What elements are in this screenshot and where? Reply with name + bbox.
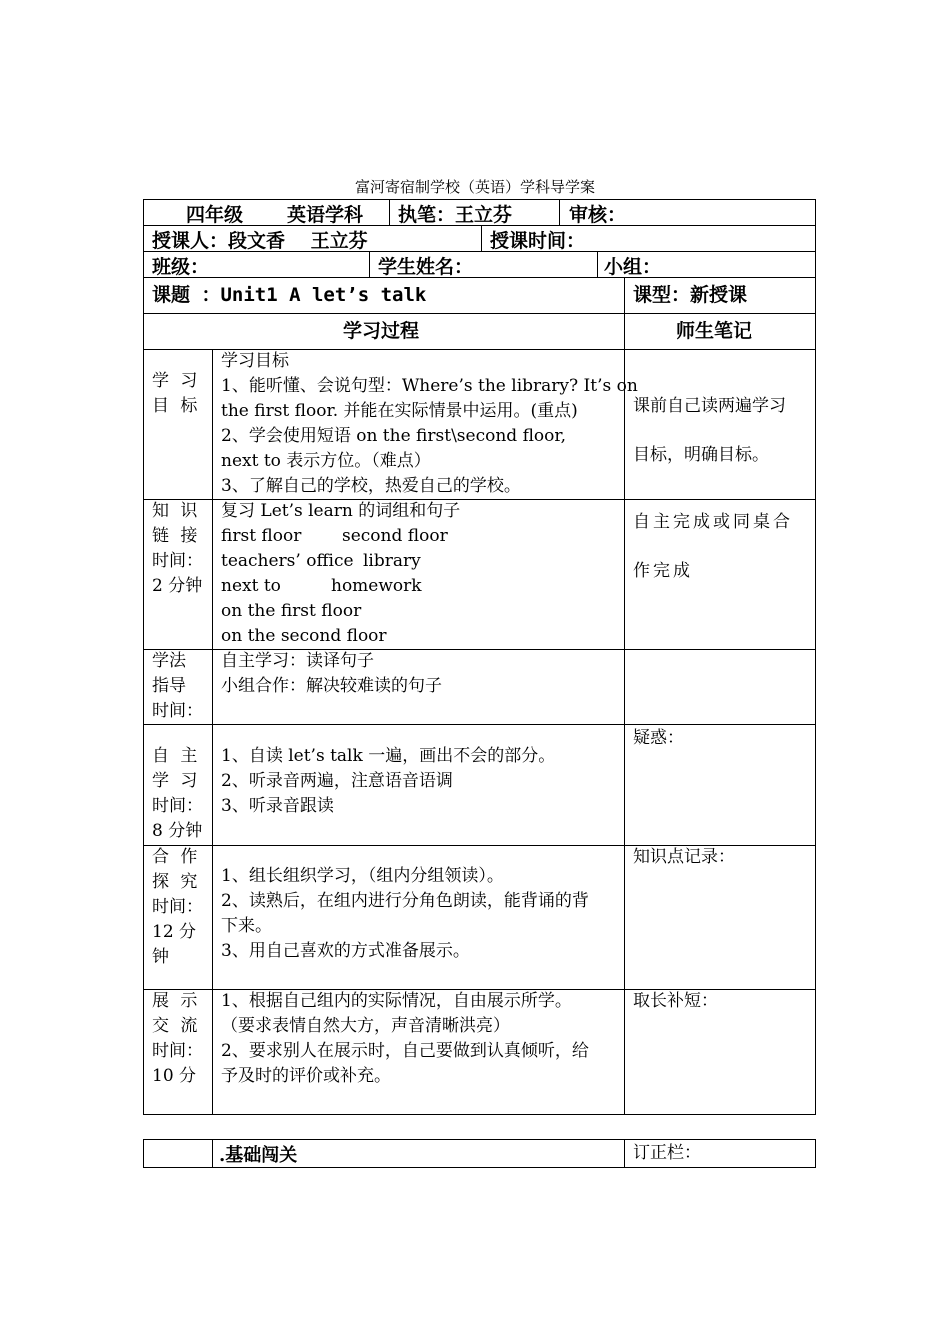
basic-challenge-label: .基础闯关 [219,1145,298,1166]
student-name-label: 学生姓名： [378,256,474,278]
content-line: on the second floor [221,626,387,646]
term-right: second floor [342,526,448,546]
term [221,551,421,571]
writer-label: 执笔：王立芬 [398,204,513,226]
note-line: 课前自己读两遍学习 [633,396,786,416]
content-line: 1、根据自己组内的实际情况，自由展示所学。 [221,991,572,1011]
content-line: 3、了解自己的学校，热爱自己的学校。 [221,476,521,496]
content-line: 2、听录音两遍，注意语音语调 [221,771,453,791]
row-label-line: 8 分钟 [152,821,203,841]
note-line: 目标，明确目标。 [633,445,769,465]
content-line: next to 表示方位。（难点） [221,451,431,471]
content-line: 2、要求别人在展示时，自己要做到认真倾听，给 [221,1041,589,1061]
row-label-line: 时间： [152,897,203,917]
note-line: 知识点记录： [633,847,735,867]
row-divider [143,724,816,725]
row-label-line: 目 标 [152,396,201,416]
content-line: 2、学会使用短语 on the first\second floor, [221,426,567,446]
content-line: the first floor. 并能在实际情景中运用。(重点) [221,401,578,421]
content-line: 2、读熟后，在组内进行分角色朗读，能背诵的背 [221,891,589,911]
col-divider [481,225,482,251]
col-divider [369,251,370,277]
content-line: 自主学习：读译句子 [221,651,374,671]
row-label-line: 合 作 [152,847,201,867]
term-left: first floor [221,526,302,546]
row-label-line: 时间： [152,551,203,571]
row-label-line: 链 接 [152,526,201,546]
content-line [221,524,448,549]
content-line: 3、听录音跟读 [221,796,334,816]
content-line: 下来。 [221,916,272,936]
document-title: 富河寄宿制学校（英语）学科导学案 [354,178,595,196]
group-label: 小组： [604,256,662,278]
col-divider [212,1139,213,1168]
content-line [221,574,422,599]
lesson-time-label: 授课时间： [490,230,586,252]
content-line: on the first floor [221,601,362,621]
row-label-line: 探 究 [152,872,201,892]
row-label-line: 学法 [152,651,186,671]
note-line: 取长补短： [633,991,718,1011]
note-line: 疑惑： [633,728,684,748]
content-line: 予及时的评价或补充。 [221,1066,391,1086]
row-label-line: 时间： [152,796,203,816]
term-right: library [363,551,421,571]
term-right: homework [331,576,422,596]
col-divider [597,251,598,277]
row-label-line: 指导 [152,676,186,696]
term-left: next to [221,576,281,596]
row-label-line: 10 分 [152,1066,197,1086]
col-divider [624,277,625,1115]
row-label-line: 钟 [152,947,169,967]
correction-label: 订正栏： [633,1143,701,1163]
row-label-line: 知 识 [152,501,201,521]
lesson-type: 课型：新授课 [633,284,748,306]
content-line: （要求表情自然大方，声音清晰洪亮） [221,1016,510,1036]
teachers-label: 授课人：段文香 王立芬 [152,230,368,252]
content-line: 3、用自己喜欢的方式准备展示。 [221,941,470,961]
term [221,576,422,596]
row-label-line: 时间： [152,1041,203,1061]
term-left: teachers’ office [221,551,354,571]
subject-label: 英语学科 [287,204,364,226]
col-divider [212,349,213,1115]
row-label-line: 自 主 [152,746,201,766]
content-line: 复习 Let’s learn 的词组和句子 [221,501,461,521]
content-line: 学习目标 [221,351,289,371]
term [221,526,448,546]
content-line: 小组合作：解决较难读的句子 [221,676,442,696]
content-line: 1、自读 let’s talk 一遍，画出不会的部分。 [221,746,556,766]
content-line: 1、组长组织学习，（组内分组领读）。 [221,866,504,886]
content-line: 1、能听懂、会说句型：Where’s the library? It’s on [221,376,638,396]
class-label: 班级： [152,256,210,278]
row-label-line: 展 示 [152,991,201,1011]
col-divider [624,1139,625,1168]
reviewer-label: 审核： [569,204,627,226]
row-divider [143,277,816,278]
process-header: 学习过程 [343,320,420,342]
grade-label: 四年级 [186,204,244,226]
col-divider [389,199,390,225]
note-line: 作完成 [633,561,693,581]
content-line [221,549,421,574]
row-label-line: 12 分 [152,922,197,942]
row-label-line: 时间： [152,701,203,721]
row-label-line: 学 习 [152,371,201,391]
row-divider [143,313,816,314]
note-line: 自主完成或同桌合 [633,512,793,532]
lesson-topic: 课题 ：Unit1 A let’s talk [152,284,427,306]
row-label-line: 学 习 [152,771,201,791]
row-label-line: 交 流 [152,1016,201,1036]
row-label-line: 2 分钟 [152,576,203,596]
notes-header: 师生笔记 [676,320,753,342]
col-divider [559,199,560,225]
